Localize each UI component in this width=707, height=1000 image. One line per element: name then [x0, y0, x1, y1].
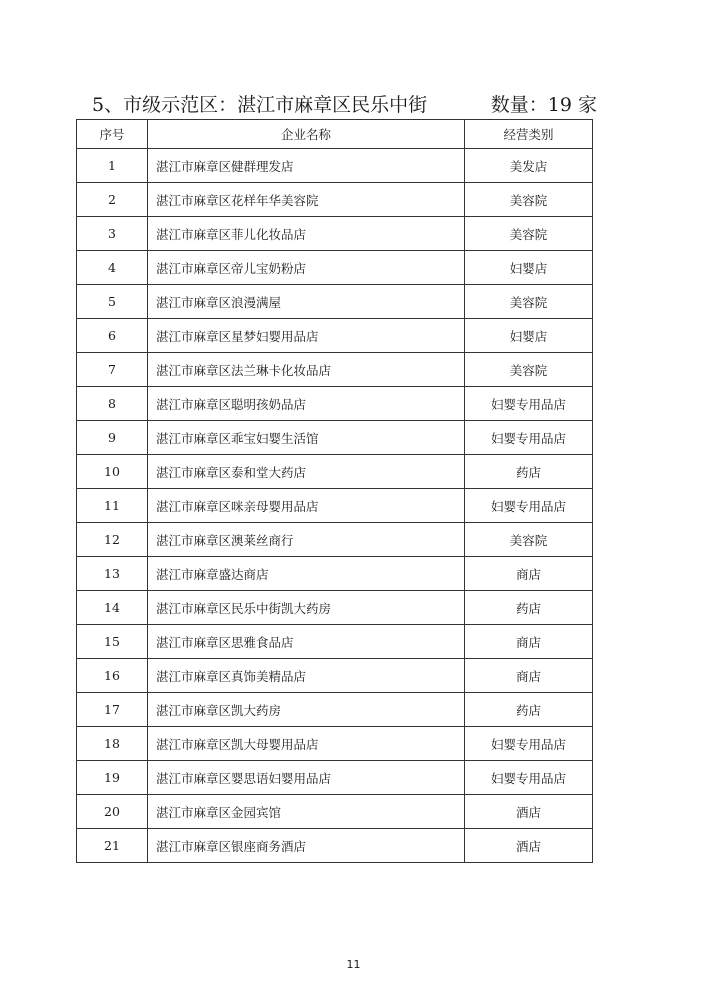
- row-enterprise-name: 湛江市麻章区帝儿宝奶粉店: [148, 251, 465, 285]
- table-row: [77, 455, 593, 489]
- row-business-type: 妇婴专用品店: [465, 387, 593, 421]
- row-business-type: 妇婴专用品店: [465, 727, 593, 761]
- row-business-type: 商店: [465, 659, 593, 693]
- row-enterprise-name: 湛江市麻章区思雅食品店: [148, 625, 465, 659]
- table-row: [77, 183, 593, 217]
- row-enterprise-name: 湛江市麻章区花样年华美容院: [148, 183, 465, 217]
- row-enterprise-name: 湛江市麻章区泰和堂大药店: [148, 455, 465, 489]
- row-business-type: 美容院: [465, 353, 593, 387]
- row-business-type: 美容院: [465, 183, 593, 217]
- row-business-type: 美容院: [465, 285, 593, 319]
- header-business-type: 经营类别: [465, 120, 593, 149]
- row-business-type: 妇婴店: [465, 319, 593, 353]
- row-enterprise-name: 湛江市麻章区咪亲母婴用品店: [148, 489, 465, 523]
- row-enterprise-name: 湛江市麻章区菲儿化妆品店: [148, 217, 465, 251]
- row-serial: 7: [77, 353, 148, 387]
- header-enterprise-name: 企业名称: [148, 120, 465, 149]
- row-enterprise-name: 湛江市麻章区婴思语妇婴用品店: [148, 761, 465, 795]
- row-serial: 2: [77, 183, 148, 217]
- row-enterprise-name: 湛江市麻章区澳莱丝商行: [148, 523, 465, 557]
- row-serial: 13: [77, 557, 148, 591]
- row-business-type: 药店: [465, 591, 593, 625]
- row-serial: 3: [77, 217, 148, 251]
- row-serial: 17: [77, 693, 148, 727]
- row-serial: 14: [77, 591, 148, 625]
- row-serial: 21: [77, 829, 148, 863]
- row-business-type: 妇婴专用品店: [465, 421, 593, 455]
- table-row: [77, 319, 593, 353]
- row-business-type: 酒店: [465, 795, 593, 829]
- row-serial: 1: [77, 149, 148, 183]
- row-serial: 20: [77, 795, 148, 829]
- table-row: [77, 693, 593, 727]
- row-business-type: 妇婴专用品店: [465, 489, 593, 523]
- table-row: [77, 829, 593, 863]
- enterprise-table: [76, 119, 593, 863]
- table-row: [77, 251, 593, 285]
- row-serial: 12: [77, 523, 148, 557]
- table-row: [77, 659, 593, 693]
- table-row: [77, 761, 593, 795]
- table-row: [77, 557, 593, 591]
- row-enterprise-name: 湛江市麻章区聪明孩奶品店: [148, 387, 465, 421]
- row-business-type: 美容院: [465, 523, 593, 557]
- table-header-row: [77, 120, 593, 149]
- row-serial: 10: [77, 455, 148, 489]
- row-enterprise-name: 湛江市麻章区法兰琳卡化妆品店: [148, 353, 465, 387]
- table-row: [77, 217, 593, 251]
- row-business-type: 药店: [465, 455, 593, 489]
- row-business-type: 妇婴店: [465, 251, 593, 285]
- row-serial: 18: [77, 727, 148, 761]
- table-row: [77, 421, 593, 455]
- row-serial: 4: [77, 251, 148, 285]
- section-title: 5、市级示范区：湛江市麻章区民乐中街: [92, 94, 428, 116]
- row-serial: 15: [77, 625, 148, 659]
- row-serial: 11: [77, 489, 148, 523]
- row-serial: 5: [77, 285, 148, 319]
- row-business-type: 妇婴专用品店: [465, 761, 593, 795]
- row-enterprise-name: 湛江市麻章区星梦妇婴用品店: [148, 319, 465, 353]
- table-row: [77, 489, 593, 523]
- table-row: [77, 795, 593, 829]
- table-row: [77, 727, 593, 761]
- row-business-type: 美容院: [465, 217, 593, 251]
- row-business-type: 商店: [465, 625, 593, 659]
- section-heading: [92, 90, 597, 118]
- row-business-type: 酒店: [465, 829, 593, 863]
- row-enterprise-name: 湛江市麻章盛达商店: [148, 557, 465, 591]
- row-enterprise-name: 湛江市麻章区健群理发店: [148, 149, 465, 183]
- table-row: [77, 285, 593, 319]
- row-serial: 8: [77, 387, 148, 421]
- row-serial: 9: [77, 421, 148, 455]
- row-enterprise-name: 湛江市麻章区民乐中街凯大药房: [148, 591, 465, 625]
- row-enterprise-name: 湛江市麻章区凯大药房: [148, 693, 465, 727]
- row-serial: 19: [77, 761, 148, 795]
- row-serial: 6: [77, 319, 148, 353]
- table-row: [77, 387, 593, 421]
- row-enterprise-name: 湛江市麻章区乖宝妇婴生活馆: [148, 421, 465, 455]
- row-enterprise-name: 湛江市麻章区银座商务酒店: [148, 829, 465, 863]
- row-enterprise-name: 湛江市麻章区金园宾馆: [148, 795, 465, 829]
- enterprise-count: 数量：19 家: [490, 94, 597, 116]
- header-serial: 序号: [77, 120, 148, 149]
- row-business-type: 商店: [465, 557, 593, 591]
- row-business-type: 美发店: [465, 149, 593, 183]
- table-row: [77, 591, 593, 625]
- table-row: [77, 353, 593, 387]
- table-row: [77, 149, 593, 183]
- row-enterprise-name: 湛江市麻章区真饰美精品店: [148, 659, 465, 693]
- table-row: [77, 625, 593, 659]
- page-number: 11: [346, 958, 361, 971]
- table-row: [77, 523, 593, 557]
- row-enterprise-name: 湛江市麻章区凯大母婴用品店: [148, 727, 465, 761]
- row-business-type: 药店: [465, 693, 593, 727]
- row-enterprise-name: 湛江市麻章区浪漫满屋: [148, 285, 465, 319]
- row-serial: 16: [77, 659, 148, 693]
